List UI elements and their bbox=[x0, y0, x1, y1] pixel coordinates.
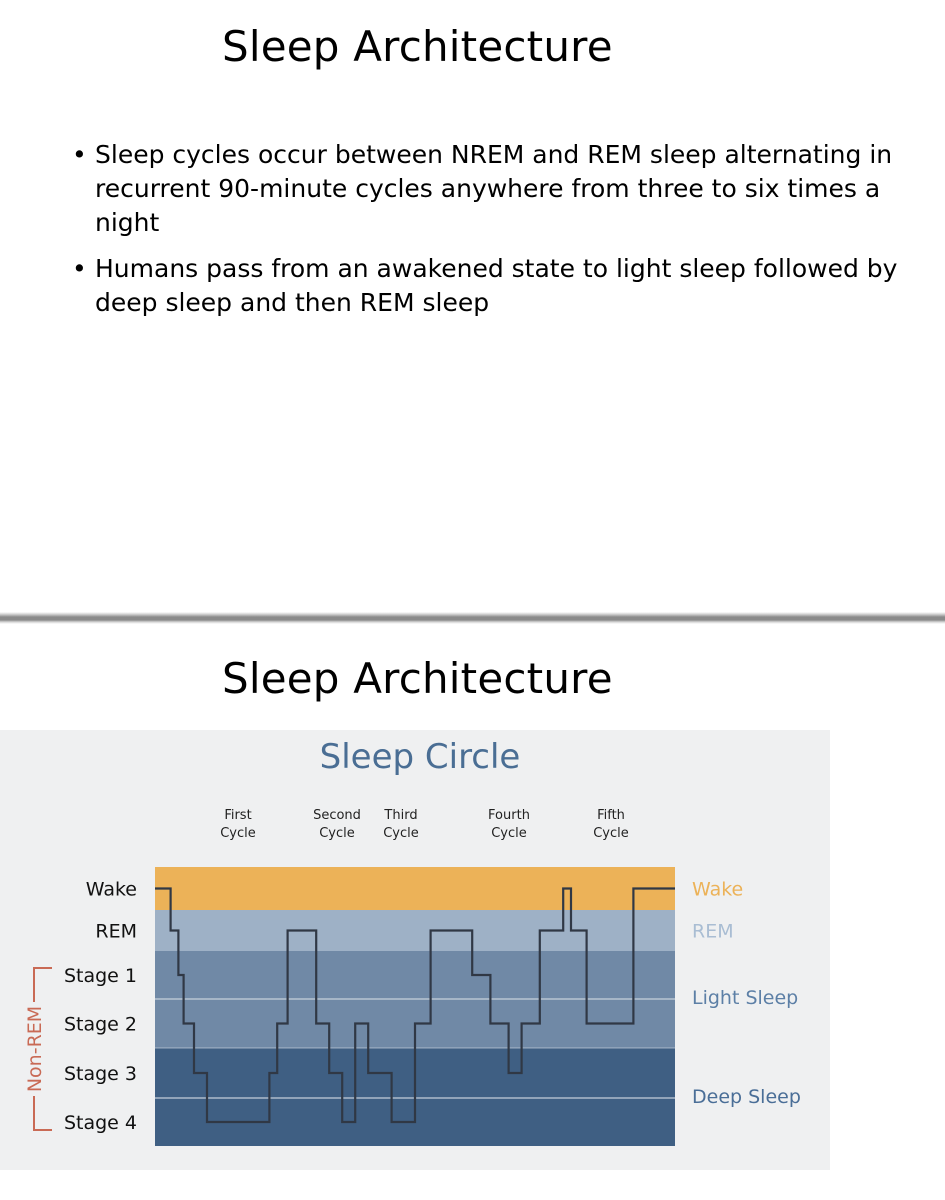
bullet-glyph: • bbox=[72, 254, 87, 283]
cycle-label: Cycle bbox=[593, 826, 629, 841]
cycle-label: Fifth bbox=[597, 808, 625, 823]
bullet-text: Sleep cycles occur between NREM and REM sleep alternating in recurrent 90-minute cycles anywhere from three to six times a night bbox=[95, 140, 893, 237]
stage-label: Stage 3 bbox=[63, 1063, 137, 1085]
bullet-list bbox=[72, 138, 937, 332]
cycle-label: First bbox=[224, 808, 252, 823]
cycle-label: Cycle bbox=[383, 826, 419, 841]
bullet-item bbox=[72, 252, 937, 320]
cycle-label: Second bbox=[313, 808, 361, 823]
stage-label: Stage 1 bbox=[63, 965, 137, 987]
slide-title: Sleep Architecture bbox=[222, 22, 613, 71]
hypnogram-chart bbox=[0, 730, 830, 1170]
cycle-label: Fourth bbox=[488, 808, 530, 823]
bullet-item bbox=[72, 138, 937, 240]
non-rem-label: Non-REM bbox=[24, 1005, 46, 1093]
chart-title: Sleep Circle bbox=[319, 737, 521, 777]
bullet-glyph: • bbox=[72, 140, 87, 169]
cycle-label: Third bbox=[384, 808, 418, 823]
stage-label: REM bbox=[95, 920, 137, 943]
band-label: Wake bbox=[692, 878, 744, 901]
slide-divider bbox=[0, 612, 945, 624]
slide-2 bbox=[0, 624, 945, 1200]
cycle-label: Cycle bbox=[220, 826, 256, 841]
band-label: REM bbox=[692, 920, 734, 943]
sleep-circle-figure bbox=[0, 730, 830, 1170]
cycle-label: Cycle bbox=[319, 826, 355, 841]
stage-label: Stage 4 bbox=[63, 1112, 137, 1134]
band-wake bbox=[155, 867, 675, 910]
band-rem bbox=[155, 910, 675, 951]
bullet-text: Humans pass from an awakened state to light sleep followed by deep sleep and then REM sleep bbox=[95, 254, 898, 317]
stage-label: Stage 2 bbox=[63, 1013, 137, 1036]
stage-label: Wake bbox=[85, 878, 137, 901]
band-label: Light Sleep bbox=[692, 987, 799, 1009]
slide-title: Sleep Architecture bbox=[222, 654, 613, 703]
cycle-label: Cycle bbox=[491, 826, 527, 841]
band-label: Deep Sleep bbox=[692, 1086, 801, 1108]
